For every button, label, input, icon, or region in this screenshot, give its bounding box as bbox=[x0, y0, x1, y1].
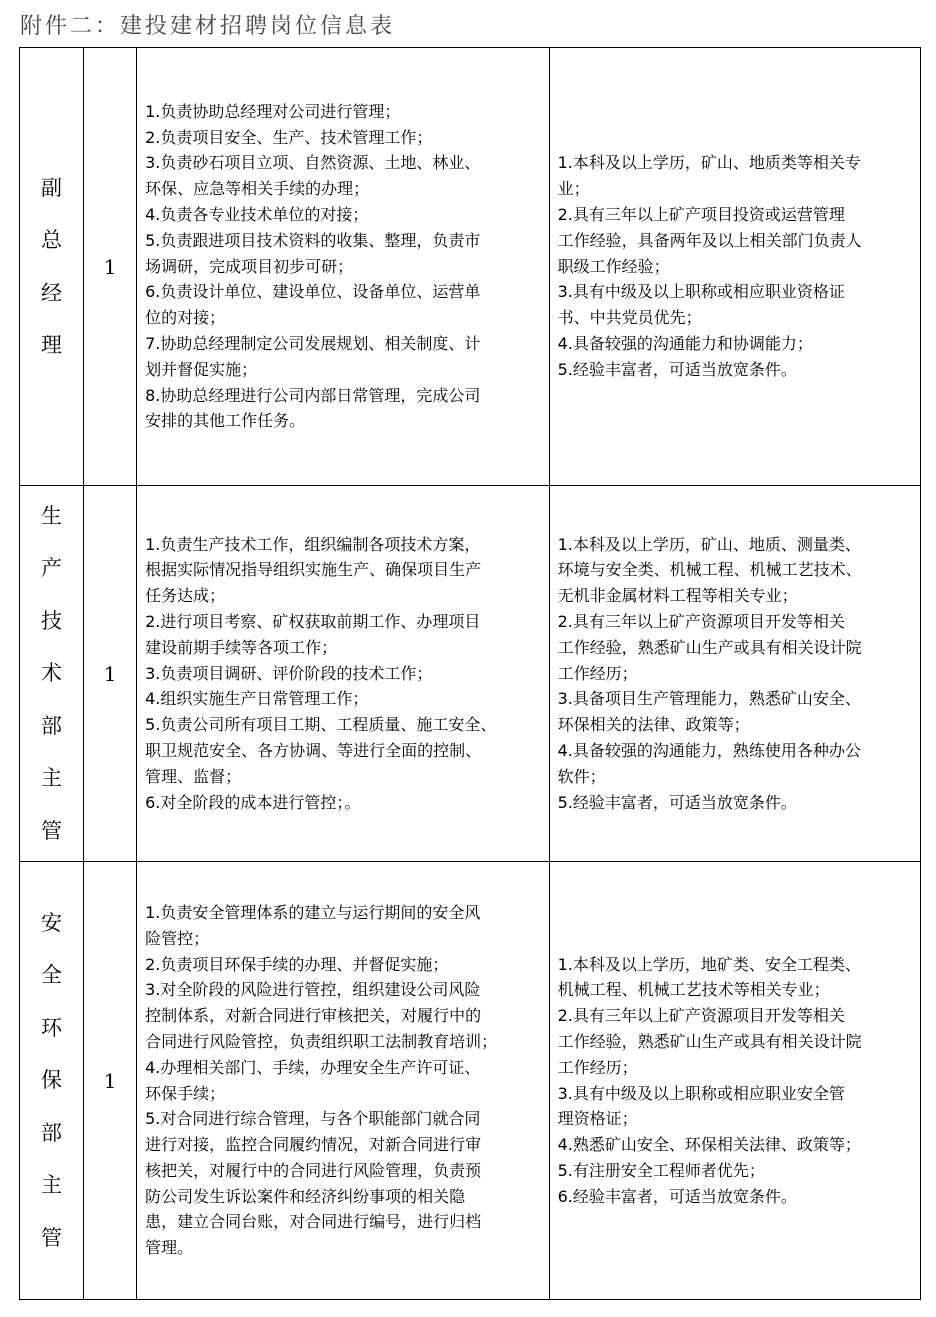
requirement-line: 机械工程、机械工艺技术等相关专业； bbox=[557, 980, 830, 1000]
duty-line: 任务达成； bbox=[145, 586, 226, 606]
table-row bbox=[20, 48, 921, 486]
duty-line: 5.负责公司所有项目工期、工程质量、施工安全、 bbox=[145, 715, 497, 735]
requirement-line: 3.具有中级及以上职称或相应职业安全管 bbox=[557, 1083, 845, 1103]
position-title-char: 理 bbox=[41, 333, 63, 357]
headcount-cell: 1 bbox=[84, 486, 137, 862]
document-title: 附件二：建投建材招聘岗位信息表 bbox=[20, 14, 396, 39]
duty-line: 1.负责生产技术工作，组织编制各项技术方案， bbox=[145, 534, 481, 554]
requirements-cell bbox=[549, 486, 920, 862]
requirements-cell bbox=[549, 862, 920, 1300]
position-title-char: 管 bbox=[41, 818, 63, 843]
position-title-char: 安 bbox=[41, 910, 63, 935]
duty-line: 7.协助总经理制定公司发展规划、相关制度、计 bbox=[145, 333, 481, 353]
duty-line: 8.协助总经理进行公司内部日常管理，完成公司 bbox=[145, 385, 481, 405]
position-title-char: 经 bbox=[41, 280, 63, 305]
duties-cell bbox=[137, 486, 549, 862]
requirement-line: 书、中共党员优先； bbox=[557, 308, 702, 328]
duty-line: 管理。 bbox=[145, 1238, 194, 1258]
duty-line: 场调研，完成项目初步可研； bbox=[145, 256, 354, 276]
duty-line: 2.负责项目环保手续的办理、并督促实施； bbox=[145, 954, 449, 974]
position-title-char: 主 bbox=[41, 1173, 63, 1198]
requirement-line: 2.具有三年以上矿产资源项目开发等相关 bbox=[557, 612, 845, 631]
duty-line: 建设前期手续等各项工作； bbox=[145, 637, 338, 657]
requirement-line: 环境与安全类、机械工程、机械工艺技术、 bbox=[557, 560, 862, 580]
requirement-line: 2.具有三年以上矿产资源项目开发等相关 bbox=[557, 1006, 845, 1026]
requirement-line: 4.具备较强的沟通能力，熟练使用各种办公 bbox=[557, 740, 861, 760]
requirement-line: 3.具备项目生产管理能力，熟悉矿山安全、 bbox=[557, 689, 861, 709]
duty-line: 合同进行风险管控，负责组织职工法制教育培训； bbox=[145, 1031, 498, 1051]
duty-line: 3.负责项目调研、评价阶段的技术工作； bbox=[145, 663, 433, 683]
requirement-line: 工作经验，熟悉矿山生产或具有相关设计院 bbox=[557, 637, 862, 657]
position-title-char: 环 bbox=[41, 1015, 63, 1040]
requirement-line: 3.具有中级及以上职称或相应职业资格证 bbox=[557, 282, 845, 302]
duty-line: 核把关，对履行中的合同进行风险管理，负责预 bbox=[145, 1160, 482, 1180]
requirement-line: 工作经历； bbox=[557, 1057, 638, 1077]
position-title-char: 部 bbox=[41, 1120, 63, 1145]
requirement-line: 1.本科及以上学历，矿山、地质类等相关专 bbox=[557, 153, 861, 173]
position-title-char: 总 bbox=[41, 228, 63, 252]
duty-line: 环保手续； bbox=[145, 1083, 226, 1103]
duties-cell bbox=[137, 48, 549, 486]
requirement-line: 工作经验，熟悉矿山生产或具有相关设计院 bbox=[557, 1031, 862, 1051]
duty-line: 6.负责设计单位、建设单位、设备单位、运营单 bbox=[145, 282, 481, 302]
duty-line: 1.负责安全管理体系的建立与运行期间的安全风 bbox=[145, 902, 481, 922]
duty-line: 3.对全阶段的风险进行管控，组织建设公司风险 bbox=[145, 980, 481, 1000]
duty-line: 3.负责砂石项目立项、自然资源、土地、林业、 bbox=[145, 153, 481, 173]
requirement-line: 职级工作经验； bbox=[557, 256, 670, 276]
requirement-line: 无机非金属材料工程等相关专业； bbox=[557, 586, 798, 606]
requirement-line: 5.经验丰富者，可适当放宽条件。 bbox=[557, 792, 797, 812]
duty-line: 4.组织实施生产日常管理工作； bbox=[145, 689, 369, 709]
duty-line: 险管控； bbox=[145, 928, 210, 948]
position-title-cell bbox=[20, 486, 84, 862]
requirement-line: 软件； bbox=[557, 766, 606, 786]
duties-cell bbox=[137, 862, 549, 1300]
duty-line: 5.对合同进行综合管理，与各个职能部门就合同 bbox=[145, 1109, 481, 1129]
requirement-line: 5.有注册安全工程师者优先； bbox=[557, 1160, 765, 1180]
position-title-char: 部 bbox=[41, 713, 63, 738]
requirement-line: 业； bbox=[557, 179, 590, 199]
position-title-char: 生 bbox=[41, 503, 63, 528]
requirement-line: 4.具备较强的沟通能力和协调能力； bbox=[557, 333, 813, 353]
duty-line: 根据实际情况指导组织实施生产、确保项目生产 bbox=[145, 560, 482, 580]
duty-line: 4.负责各专业技术单位的对接； bbox=[145, 205, 369, 224]
headcount-cell: 1 bbox=[84, 862, 137, 1300]
duty-line: 职卫规范安全、各方协调、等进行全面的控制、 bbox=[145, 740, 482, 760]
duty-line: 位的对接； bbox=[145, 308, 226, 328]
position-title-char: 术 bbox=[41, 661, 63, 686]
headcount-cell: 1 bbox=[84, 48, 137, 486]
position-title-cell bbox=[20, 862, 84, 1300]
requirement-line: 1.本科及以上学历，矿山、地质、测量类、 bbox=[557, 534, 861, 554]
duty-line: 6.对全阶段的成本进行管控；。 bbox=[145, 792, 361, 812]
duty-line: 划并督促实施； bbox=[145, 359, 258, 379]
position-title-cell bbox=[20, 48, 84, 486]
duty-line: 5.负责跟进项目技术资料的收集、整理，负责市 bbox=[145, 230, 481, 250]
position-title-char: 主 bbox=[41, 766, 63, 791]
requirement-line: 4.熟悉矿山安全、环保相关法律、政策等； bbox=[557, 1135, 861, 1155]
requirement-line: 理资格证； bbox=[557, 1109, 638, 1129]
duty-line: 控制体系，对新合同进行审核把关，对履行中的 bbox=[145, 1006, 482, 1026]
position-title-char: 技 bbox=[41, 608, 63, 633]
requirement-line: 6.经验丰富者，可适当放宽条件。 bbox=[557, 1186, 797, 1206]
duty-line: 管理、监督； bbox=[145, 766, 242, 786]
duty-line: 安排的其他工作任务。 bbox=[145, 411, 306, 431]
requirement-line: 1.本科及以上学历，地矿类、安全工程类、 bbox=[557, 954, 861, 974]
position-title-char: 产 bbox=[41, 556, 63, 581]
position-title-char: 副 bbox=[41, 175, 63, 200]
position-title-char: 全 bbox=[41, 963, 63, 988]
table-row bbox=[20, 862, 921, 1300]
requirement-line: 工作经历； bbox=[557, 663, 638, 683]
duty-line: 患，建立合同台账，对合同进行编号，进行归档 bbox=[145, 1212, 482, 1232]
duty-line: 2.负责项目安全、生产、技术管理工作； bbox=[145, 127, 433, 147]
requirement-line: 工作经验，具备两年及以上相关部门负责人 bbox=[557, 230, 862, 250]
duty-line: 防公司发生诉讼案件和经济纠纷事项的相关隐 bbox=[145, 1186, 466, 1206]
duty-line: 1.负责协助总经理对公司进行管理； bbox=[145, 101, 401, 121]
position-title-char: 保 bbox=[41, 1068, 63, 1093]
table-row bbox=[20, 486, 921, 862]
job-info-table bbox=[19, 47, 921, 1300]
requirements-cell bbox=[549, 48, 920, 486]
requirement-line: 环保相关的法律、政策等； bbox=[557, 715, 750, 735]
duty-line: 进行对接，监控合同履约情况，对新合同进行审 bbox=[145, 1135, 482, 1155]
requirement-line: 5.经验丰富者，可适当放宽条件。 bbox=[557, 359, 797, 379]
requirement-line: 2.具有三年以上矿产项目投资或运营管理 bbox=[557, 205, 845, 224]
duty-line: 4.办理相关部门、手续，办理安全生产许可证、 bbox=[145, 1057, 481, 1077]
duty-line: 2.进行项目考察、矿权获取前期工作、办理项目 bbox=[145, 612, 481, 631]
duty-line: 环保、应急等相关手续的办理； bbox=[145, 179, 370, 199]
position-title-char: 管 bbox=[41, 1225, 63, 1250]
